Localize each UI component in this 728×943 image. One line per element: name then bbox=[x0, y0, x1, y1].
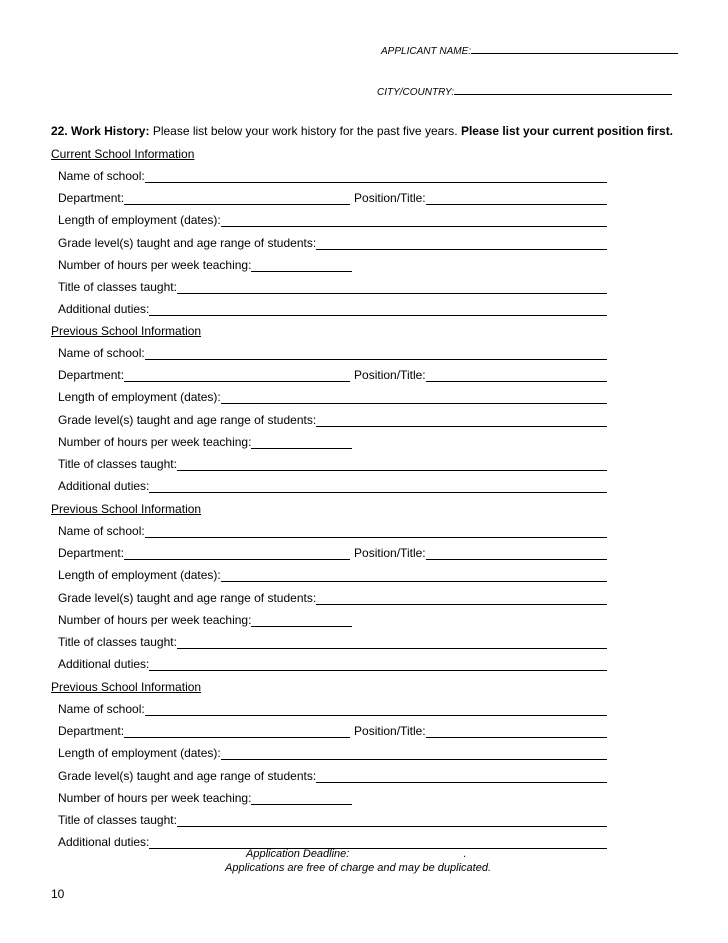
grade-level-field[interactable] bbox=[316, 770, 607, 783]
name-of-school-label: Name of school: bbox=[58, 169, 145, 183]
grade-level-field[interactable] bbox=[316, 592, 607, 605]
length-of-employment-label: Length of employment (dates): bbox=[58, 390, 221, 405]
position-title-label: Position/Title: bbox=[354, 724, 426, 739]
length-of-employment-field[interactable] bbox=[221, 214, 607, 227]
length-of-employment-row bbox=[58, 390, 607, 404]
grade-level-field[interactable] bbox=[316, 414, 607, 427]
hours-per-week-label: Number of hours per week teaching: bbox=[58, 434, 252, 449]
department-field[interactable] bbox=[124, 547, 350, 560]
length-of-employment-field[interactable] bbox=[221, 391, 607, 404]
section-heading: Previous School Information bbox=[51, 680, 202, 694]
deadline-label: Application Deadline: bbox=[246, 848, 350, 860]
grade-level-field[interactable] bbox=[316, 237, 607, 250]
grade-level-label: Grade level(s) taught and age range of students: bbox=[58, 590, 317, 605]
length-of-employment-label: Length of employment (dates): bbox=[58, 746, 221, 761]
name-of-school-row bbox=[58, 524, 607, 538]
hours-per-week-row bbox=[58, 435, 607, 449]
length-of-employment-row bbox=[58, 213, 607, 227]
name-of-school-row bbox=[58, 702, 607, 716]
additional-duties-label: Additional duties: bbox=[58, 479, 150, 494]
city-country-line bbox=[377, 84, 672, 99]
department-label: Department: bbox=[58, 724, 125, 739]
page-number: 10 bbox=[51, 887, 65, 901]
title-of-classes-label: Title of classes taught: bbox=[58, 635, 177, 649]
title-of-classes-label: Title of classes taught: bbox=[58, 813, 177, 827]
position-title-field[interactable] bbox=[426, 192, 607, 205]
position-title-label: Position/Title: bbox=[354, 191, 426, 206]
department-label: Department: bbox=[58, 368, 125, 383]
title-of-classes-field[interactable] bbox=[177, 281, 607, 294]
applicant-name-label: APPLICANT NAME: bbox=[381, 46, 472, 57]
title-of-classes-label: Title of classes taught: bbox=[58, 280, 177, 294]
length-of-employment-label: Length of employment (dates): bbox=[58, 568, 221, 583]
section-heading: Previous School Information bbox=[51, 324, 202, 338]
department-row bbox=[58, 546, 607, 560]
title-of-classes-row bbox=[58, 635, 607, 649]
name-of-school-field[interactable] bbox=[145, 703, 607, 716]
title-of-classes-row bbox=[58, 457, 607, 471]
deadline-value: . bbox=[463, 848, 467, 860]
applicant-name-field[interactable] bbox=[471, 43, 678, 54]
title-of-classes-row bbox=[58, 813, 607, 827]
additional-duties-row bbox=[58, 657, 607, 671]
position-title-field[interactable] bbox=[426, 547, 607, 560]
additional-duties-field[interactable] bbox=[149, 303, 607, 316]
title-of-classes-field[interactable] bbox=[177, 458, 607, 471]
department-field[interactable] bbox=[124, 192, 350, 205]
additional-duties-label: Additional duties: bbox=[58, 835, 150, 850]
hours-per-week-field[interactable] bbox=[251, 259, 352, 272]
hours-per-week-label: Number of hours per week teaching: bbox=[58, 612, 252, 627]
grade-level-label: Grade level(s) taught and age range of students: bbox=[58, 412, 317, 427]
length-of-employment-row bbox=[58, 746, 607, 760]
city-country-label: CITY/COUNTRY: bbox=[377, 87, 455, 98]
free-of-charge-note: Applications are free of charge and may be duplicated. bbox=[225, 862, 491, 874]
hours-per-week-field[interactable] bbox=[251, 614, 352, 627]
hours-per-week-row bbox=[58, 613, 607, 627]
department-row bbox=[58, 724, 607, 738]
section-heading: Previous School Information bbox=[51, 502, 202, 516]
length-of-employment-field[interactable] bbox=[221, 569, 607, 582]
grade-level-row bbox=[58, 413, 607, 427]
title-of-classes-label: Title of classes taught: bbox=[58, 457, 177, 471]
additional-duties-row bbox=[58, 479, 607, 493]
additional-duties-field[interactable] bbox=[149, 658, 607, 671]
department-row bbox=[58, 368, 607, 382]
grade-level-row bbox=[58, 591, 607, 605]
grade-level-label: Grade level(s) taught and age range of students: bbox=[58, 768, 317, 783]
department-label: Department: bbox=[58, 191, 125, 206]
department-row bbox=[58, 191, 607, 205]
name-of-school-label: Name of school: bbox=[58, 702, 145, 716]
applicant-name-line bbox=[381, 43, 678, 58]
city-country-field[interactable] bbox=[454, 84, 672, 95]
grade-level-label: Grade level(s) taught and age range of students: bbox=[58, 235, 317, 250]
position-title-label: Position/Title: bbox=[354, 546, 426, 561]
name-of-school-label: Name of school: bbox=[58, 346, 145, 360]
work-history-instruction: Please list below your work history for the past five years. bbox=[152, 124, 458, 138]
department-field[interactable] bbox=[124, 369, 350, 382]
section-heading: Current School Information bbox=[51, 147, 195, 161]
additional-duties-row bbox=[58, 302, 607, 316]
deadline-line bbox=[246, 848, 467, 861]
hours-per-week-field[interactable] bbox=[251, 792, 352, 805]
additional-duties-label: Additional duties: bbox=[58, 302, 150, 317]
grade-level-row bbox=[58, 769, 607, 783]
name-of-school-row bbox=[58, 346, 607, 360]
length-of-employment-label: Length of employment (dates): bbox=[58, 213, 221, 228]
name-of-school-field[interactable] bbox=[145, 347, 607, 360]
name-of-school-field[interactable] bbox=[145, 525, 607, 538]
grade-level-row bbox=[58, 236, 607, 250]
position-title-label: Position/Title: bbox=[354, 368, 426, 383]
hours-per-week-label: Number of hours per week teaching: bbox=[58, 257, 252, 272]
name-of-school-field[interactable] bbox=[145, 170, 607, 183]
position-title-field[interactable] bbox=[426, 725, 607, 738]
department-field[interactable] bbox=[124, 725, 350, 738]
work-history-instruction-bold: Please list your current position first. bbox=[460, 124, 674, 138]
length-of-employment-field[interactable] bbox=[221, 747, 607, 760]
name-of-school-label: Name of school: bbox=[58, 524, 145, 538]
hours-per-week-row bbox=[58, 791, 607, 805]
work-history-number: 22. Work History: bbox=[51, 124, 150, 138]
length-of-employment-row bbox=[58, 568, 607, 582]
additional-duties-field[interactable] bbox=[149, 480, 607, 493]
title-of-classes-row bbox=[58, 280, 607, 294]
hours-per-week-label: Number of hours per week teaching: bbox=[58, 790, 252, 805]
additional-duties-label: Additional duties: bbox=[58, 657, 150, 672]
hours-per-week-field[interactable] bbox=[251, 436, 352, 449]
title-of-classes-field[interactable] bbox=[177, 636, 607, 649]
title-of-classes-field[interactable] bbox=[177, 814, 607, 827]
position-title-field[interactable] bbox=[426, 369, 607, 382]
department-label: Department: bbox=[58, 546, 125, 561]
hours-per-week-row bbox=[58, 258, 607, 272]
name-of-school-row bbox=[58, 169, 607, 183]
work-history-heading bbox=[51, 124, 673, 138]
